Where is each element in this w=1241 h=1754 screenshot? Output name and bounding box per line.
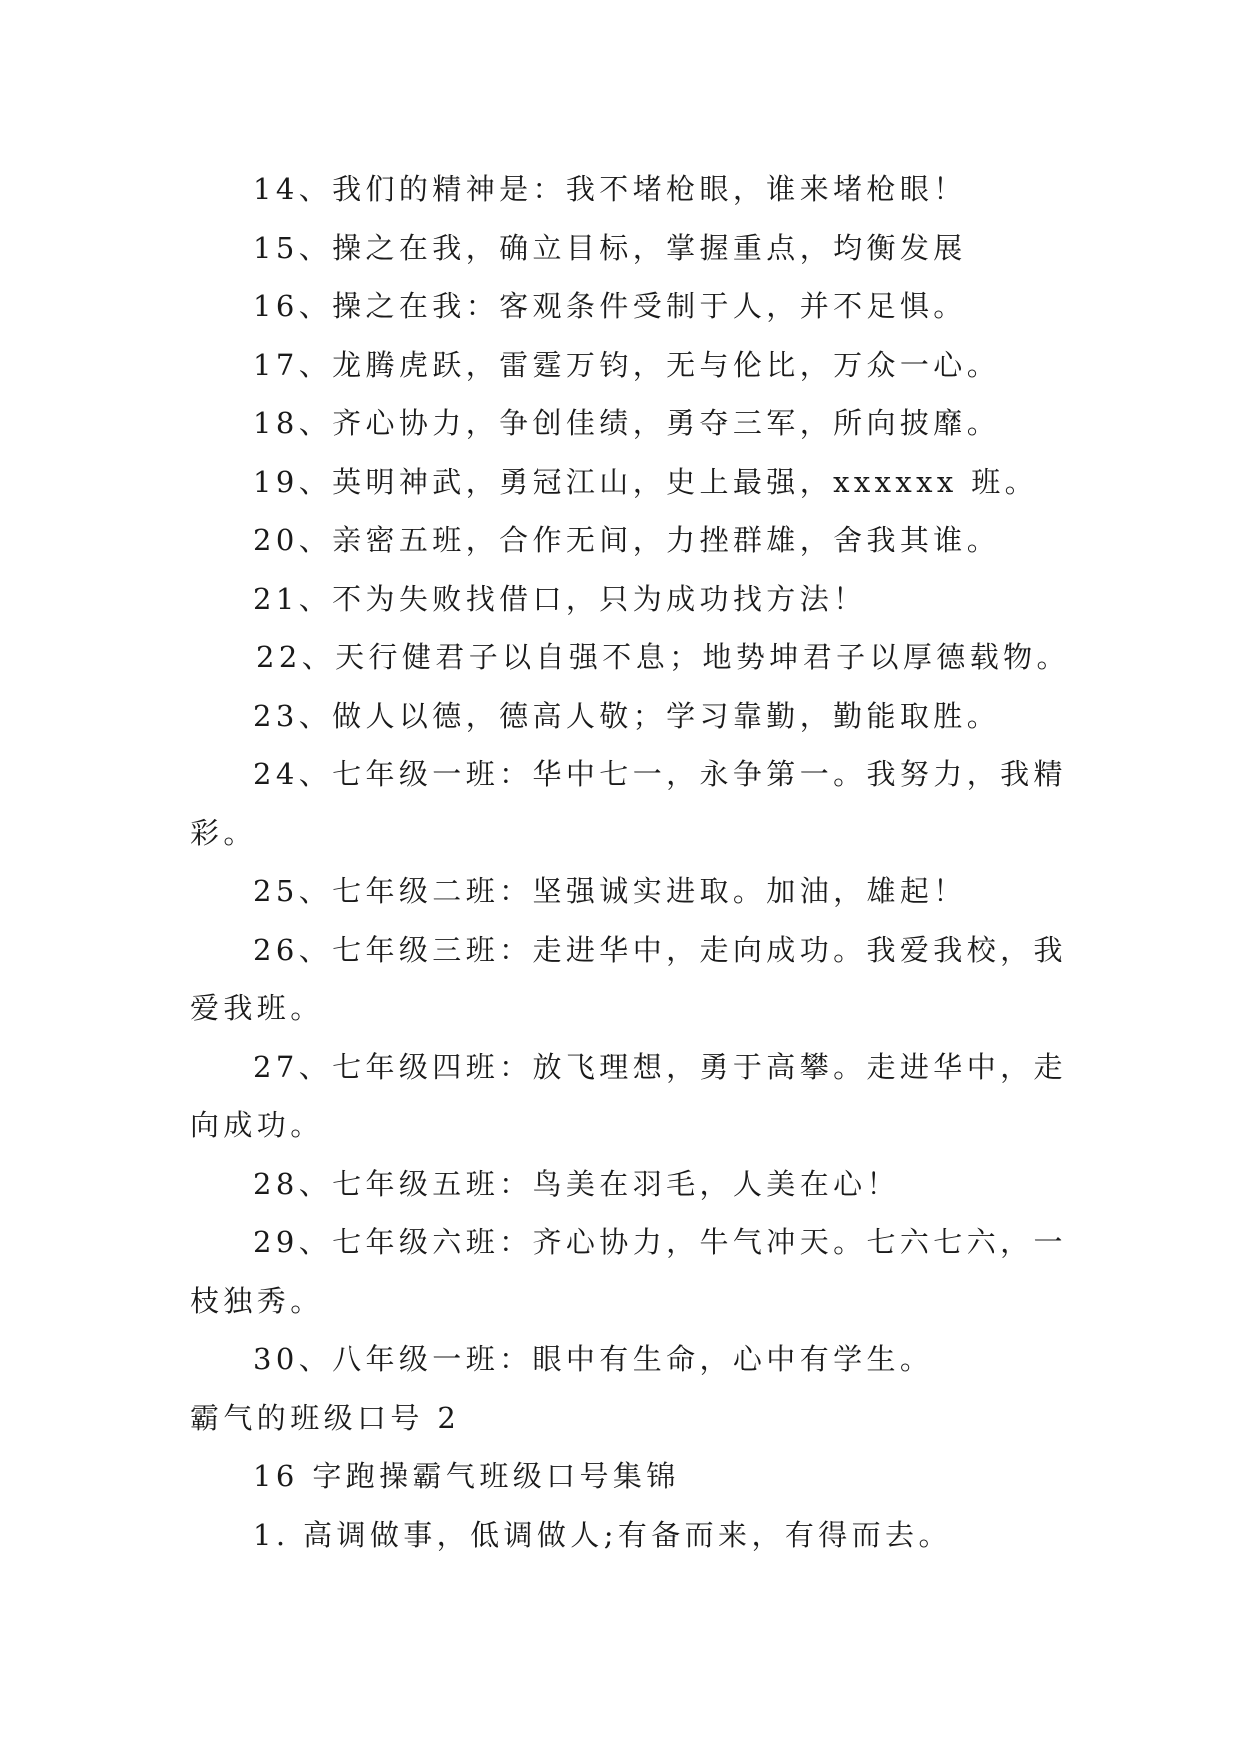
slogan-line-18: 18、齐心协力，争创佳绩，勇夺三军，所向披靡。 [253,406,1001,440]
slogan-line-17: 17、龙腾虎跃，雷霆万钧，无与伦比，万众一心。 [253,347,1001,382]
slogan-line-29: 29、七年级六班：齐心协力，牛气冲天。七六七六，一 [253,1225,1067,1259]
section-subtitle: 16 字跑操霸气班级口号集锦 [253,1459,680,1493]
slogan-line-24-cont: 彩。 [190,815,257,850]
slogan-line-27-cont: 向成功。 [190,1108,324,1142]
slogan-line-23: 23、做人以德，德高人敬；学习靠勤，勤能取胜。 [253,698,1001,733]
slogan-line-19: 19、英明神武，勇冠江山，史上最强，xxxxxx 班。 [253,464,1039,499]
slogan-line-27: 27、七年级四班：放飞理想，勇于高攀。走进华中，走 [253,1049,1067,1084]
slogan-line-14: 14、我们的精神是：我不堵枪眼，谁来堵枪眼！ [253,172,967,206]
slogan-line-26: 26、七年级三班：走进华中，走向成功。我爱我校，我 [253,932,1067,967]
slogan-line-26-cont: 爱我班。 [190,991,324,1025]
slogan-line-29-cont: 枝独秀。 [190,1283,324,1318]
slogan-line-22: 22、天行健君子以自强不息；地势坤君子以厚德载物。 [256,640,1070,674]
slogan-line-25: 25、七年级二班：坚强诚实进取。加油，雄起！ [253,874,967,908]
slogan-line-24: 24、七年级一班：华中七一，永争第一。我努力，我精 [253,757,1067,791]
slogan-line-16: 16、操之在我：客观条件受制于人，并不足惧。 [253,289,967,323]
slogan-line-1: 1. 高调做事，低调做人;有备而来，有得而去。 [253,1517,952,1552]
slogan-line-15: 15、操之在我，确立目标，掌握重点，均衡发展 [253,230,967,265]
document-body [190,160,1070,1564]
section-heading: 霸气的班级口号 2 [190,1400,461,1435]
slogan-line-20: 20、亲密五班，合作无间，力挫群雄，舍我其谁。 [253,523,1001,557]
slogan-line-21: 21、不为失败找借口，只为成功找方法！ [253,581,867,616]
slogan-line-28: 28、七年级五班：鸟美在羽毛，人美在心！ [253,1166,900,1201]
slogan-line-30: 30、八年级一班：眼中有生命，心中有学生。 [253,1342,934,1376]
